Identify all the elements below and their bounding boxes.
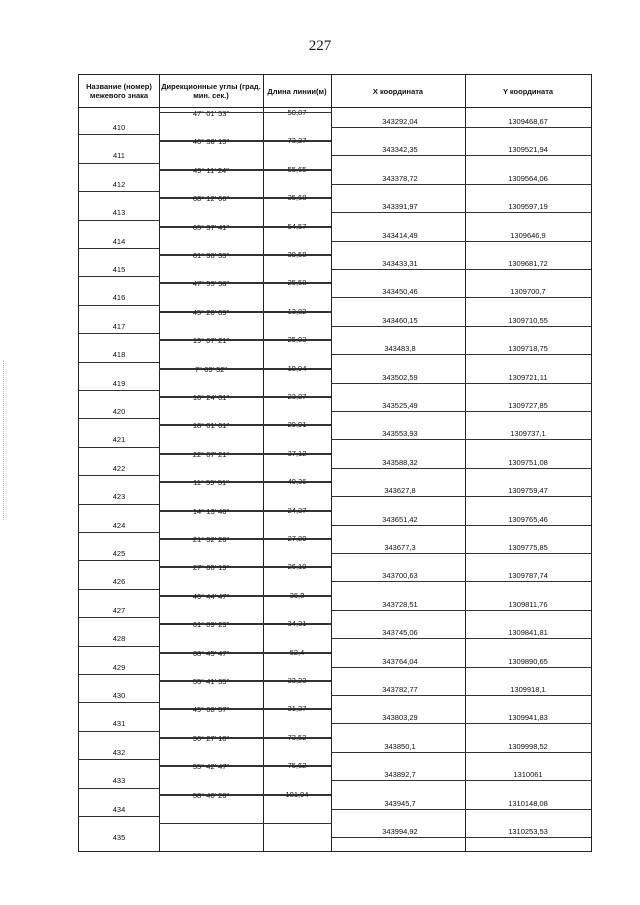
row-rule bbox=[159, 396, 331, 397]
x-coordinate: 343460,15 bbox=[382, 315, 418, 325]
direction-angle: 49° 11' 24" bbox=[193, 165, 229, 175]
line-length: 29,91 bbox=[287, 420, 307, 430]
row-rule bbox=[159, 169, 331, 170]
row-rule bbox=[331, 610, 591, 611]
direction-angle: 21° 52' 26" bbox=[192, 535, 230, 544]
row-rule bbox=[159, 112, 331, 113]
y-coordinate: 1309564,06 bbox=[508, 173, 548, 183]
row-rule bbox=[159, 453, 331, 454]
row-rule bbox=[79, 305, 159, 306]
row-rule bbox=[79, 447, 159, 448]
x-coordinate: 343502,59 bbox=[382, 372, 418, 382]
y-coordinate: 1309759,47 bbox=[508, 486, 548, 496]
row-rule bbox=[331, 383, 591, 384]
direction-angle: 45° 28' 09" bbox=[192, 307, 230, 317]
row-rule bbox=[79, 390, 159, 391]
row-rule bbox=[159, 794, 331, 795]
row-rule bbox=[331, 468, 591, 469]
y-coordinate: 1309521,94 bbox=[508, 145, 548, 155]
direction-angle: 58° 40' 26" bbox=[192, 790, 230, 800]
margin-mark bbox=[3, 360, 12, 520]
row-rule bbox=[331, 723, 591, 724]
row-rule bbox=[79, 333, 159, 334]
point-name: 410 bbox=[112, 123, 126, 132]
row-rule bbox=[331, 411, 591, 412]
table-header bbox=[79, 75, 591, 108]
row-rule bbox=[159, 510, 331, 511]
y-coordinate: 1309710,55 bbox=[508, 315, 548, 325]
x-coordinate: 343627,8 bbox=[384, 486, 416, 496]
row-rule bbox=[331, 496, 591, 497]
line-length: 34,31 bbox=[287, 619, 307, 629]
y-coordinate: 1309721,11 bbox=[508, 372, 548, 382]
row-rule bbox=[331, 752, 591, 753]
line-length: 31,37 bbox=[287, 704, 307, 714]
row-rule bbox=[331, 837, 591, 838]
direction-angle: 61° 09' 23" bbox=[192, 620, 230, 630]
point-name: 412 bbox=[112, 179, 126, 189]
point-name: 426 bbox=[112, 577, 126, 587]
row-rule bbox=[79, 418, 159, 419]
line-length: 52,4 bbox=[289, 647, 305, 657]
row-rule bbox=[331, 155, 591, 156]
point-name: 413 bbox=[112, 208, 126, 218]
line-length: 40,36 bbox=[287, 477, 307, 487]
direction-angle: 49° 08' 57" bbox=[192, 705, 230, 715]
row-rule bbox=[79, 475, 159, 476]
point-name: 419 bbox=[112, 378, 126, 388]
row-rule bbox=[159, 737, 331, 738]
row-rule bbox=[79, 560, 159, 561]
row-rule bbox=[331, 667, 591, 668]
row-rule bbox=[331, 439, 591, 440]
y-coordinate: 1310061 bbox=[513, 770, 543, 780]
row-rule bbox=[159, 311, 331, 312]
point-name: 431 bbox=[112, 719, 126, 729]
row-rule bbox=[331, 581, 591, 582]
direction-angle: 55° 41' 35" bbox=[192, 677, 230, 686]
row-rule bbox=[159, 282, 331, 283]
row-rule bbox=[331, 212, 591, 213]
row-rule bbox=[79, 617, 159, 618]
point-name: 425 bbox=[112, 549, 126, 558]
point-name: 429 bbox=[112, 662, 126, 672]
row-rule bbox=[79, 702, 159, 703]
y-coordinate: 1310253,53 bbox=[508, 827, 548, 836]
line-length: 24,37 bbox=[287, 505, 307, 515]
row-rule bbox=[331, 638, 591, 639]
x-coordinate: 343450,46 bbox=[382, 287, 418, 297]
column-divider bbox=[331, 75, 332, 851]
direction-angle: 68° 45' 47" bbox=[192, 648, 230, 658]
point-name: 423 bbox=[112, 492, 126, 502]
row-rule bbox=[79, 532, 159, 533]
row-rule bbox=[79, 163, 159, 164]
x-coordinate: 343850,1 bbox=[384, 741, 416, 751]
row-rule bbox=[159, 708, 331, 709]
row-rule bbox=[79, 191, 159, 192]
point-name: 432 bbox=[112, 747, 126, 757]
line-length: 55,65 bbox=[287, 164, 307, 174]
x-coordinate: 343803,29 bbox=[382, 713, 418, 723]
x-coordinate: 343728,51 bbox=[382, 599, 418, 609]
row-rule bbox=[159, 680, 331, 681]
row-rule bbox=[79, 674, 159, 675]
x-coordinate: 343553,93 bbox=[382, 429, 418, 439]
row-rule bbox=[331, 184, 591, 185]
header-name: Название (номер) межевого знака bbox=[86, 82, 152, 100]
direction-angle: 68° 12' 06" bbox=[192, 194, 230, 204]
row-rule bbox=[331, 326, 591, 327]
row-rule bbox=[79, 504, 159, 505]
row-rule bbox=[159, 140, 331, 141]
line-length: 33,23 bbox=[287, 676, 307, 685]
row-rule bbox=[79, 788, 159, 789]
direction-angle: 7° 09' 32" bbox=[194, 364, 228, 374]
row-rule bbox=[79, 248, 159, 249]
row-rule bbox=[331, 297, 591, 298]
row-rule bbox=[159, 254, 331, 255]
row-rule bbox=[331, 809, 591, 810]
row-rule bbox=[159, 424, 331, 425]
point-name: 422 bbox=[112, 463, 126, 473]
direction-angle: 27° 00' 19" bbox=[192, 563, 230, 573]
row-rule bbox=[79, 731, 159, 732]
y-coordinate: 1309751,08 bbox=[508, 457, 548, 467]
direction-angle: 18° 01' 01" bbox=[192, 421, 230, 431]
x-coordinate: 343994,92 bbox=[382, 827, 418, 836]
x-coordinate: 343292,04 bbox=[382, 117, 418, 126]
x-coordinate: 343342,35 bbox=[382, 145, 418, 155]
y-coordinate: 1309841,81 bbox=[508, 628, 548, 638]
point-name: 420 bbox=[112, 407, 126, 416]
y-coordinate: 1309998,52 bbox=[508, 741, 548, 751]
row-rule bbox=[331, 553, 591, 554]
y-coordinate: 1309941,83 bbox=[508, 713, 548, 723]
direction-angle: 55° 42' 47" bbox=[192, 762, 230, 772]
point-name: 433 bbox=[112, 776, 126, 786]
row-rule bbox=[159, 197, 331, 198]
header-x: Х координата bbox=[372, 86, 424, 96]
line-length: 36,8 bbox=[289, 590, 305, 600]
row-rule bbox=[159, 538, 331, 539]
y-coordinate: 1309700,7 bbox=[510, 287, 546, 297]
y-coordinate: 1309787,74 bbox=[508, 571, 548, 581]
line-length: 50,87 bbox=[287, 108, 307, 117]
y-coordinate: 1309890,65 bbox=[508, 656, 548, 666]
y-coordinate: 1309765,46 bbox=[508, 514, 548, 524]
line-length: 35,68 bbox=[287, 193, 307, 203]
direction-angle: 50° 27' 10" bbox=[192, 733, 230, 743]
point-name: 421 bbox=[112, 435, 126, 445]
direction-angle: 47° 53' 58" bbox=[192, 279, 230, 289]
y-coordinate: 1309681,72 bbox=[508, 259, 548, 268]
point-name: 418 bbox=[112, 350, 126, 360]
row-rule bbox=[79, 816, 159, 817]
x-coordinate: 343483,8 bbox=[384, 344, 416, 354]
y-coordinate: 1309597,19 bbox=[508, 202, 548, 212]
direction-angle: 61° 36' 33" bbox=[192, 251, 230, 260]
y-coordinate: 1309646,9 bbox=[510, 230, 546, 240]
direction-angle: 14° 13' 46" bbox=[192, 506, 230, 516]
x-coordinate: 343892,7 bbox=[384, 770, 416, 780]
point-name: 417 bbox=[112, 321, 126, 331]
row-rule bbox=[79, 220, 159, 221]
x-coordinate: 343745,06 bbox=[382, 628, 418, 638]
row-rule bbox=[159, 623, 331, 624]
point-name: 424 bbox=[112, 520, 126, 530]
x-coordinate: 343945,7 bbox=[384, 798, 416, 808]
row-rule bbox=[79, 134, 159, 135]
x-coordinate: 343433,31 bbox=[382, 259, 418, 268]
point-name: 430 bbox=[112, 691, 126, 700]
point-name: 415 bbox=[112, 265, 126, 274]
direction-angle: 47° 01' 53" bbox=[192, 109, 230, 118]
y-coordinate: 1309718,75 bbox=[508, 344, 548, 354]
line-length: 26,19 bbox=[287, 562, 307, 572]
direction-angle: 40° 44' 47" bbox=[192, 591, 230, 601]
x-coordinate: 343651,42 bbox=[382, 514, 418, 524]
row-rule bbox=[79, 276, 159, 277]
direction-angle: 16° 24' 01" bbox=[192, 393, 230, 402]
line-length: 75,62 bbox=[287, 761, 307, 771]
row-rule bbox=[331, 269, 591, 270]
point-name: 427 bbox=[112, 605, 126, 615]
line-length: 37,12 bbox=[287, 448, 307, 458]
y-coordinate: 1309918,1 bbox=[510, 685, 546, 694]
point-name: 428 bbox=[112, 634, 126, 644]
row-rule bbox=[331, 127, 591, 128]
row-rule bbox=[331, 695, 591, 696]
page-number: 227 bbox=[308, 38, 332, 54]
row-rule bbox=[159, 368, 331, 369]
line-length: 23,87 bbox=[287, 392, 307, 401]
row-rule bbox=[79, 362, 159, 363]
row-rule bbox=[159, 652, 331, 653]
y-coordinate: 1309811,76 bbox=[508, 599, 548, 609]
row-rule bbox=[79, 589, 159, 590]
row-rule bbox=[159, 823, 331, 824]
x-coordinate: 343414,49 bbox=[382, 230, 418, 240]
direction-angle: 65° 37' 41" bbox=[192, 222, 230, 232]
header-length: Длина линии(м) bbox=[267, 86, 327, 96]
x-coordinate: 343525,49 bbox=[382, 401, 418, 410]
row-rule bbox=[331, 780, 591, 781]
row-rule bbox=[159, 481, 331, 482]
direction-angle: 46° 38' 13" bbox=[192, 137, 230, 147]
line-length: 27,89 bbox=[287, 534, 307, 543]
row-rule bbox=[331, 241, 591, 242]
line-length: 54,57 bbox=[287, 221, 307, 231]
x-coordinate: 343677,3 bbox=[384, 543, 416, 552]
header-angle: Дирекционные углы (град. мин. сек.) bbox=[161, 82, 261, 100]
line-length: 25,58 bbox=[287, 278, 307, 288]
x-coordinate: 343764,04 bbox=[382, 656, 418, 666]
row-rule bbox=[159, 566, 331, 567]
y-coordinate: 1309775,85 bbox=[508, 543, 548, 552]
y-coordinate: 1310148,08 bbox=[508, 798, 548, 808]
row-rule bbox=[79, 646, 159, 647]
y-coordinate: 1309727,85 bbox=[508, 401, 548, 410]
point-name: 411 bbox=[113, 151, 125, 161]
x-coordinate: 343782,77 bbox=[382, 685, 418, 694]
row-rule bbox=[159, 226, 331, 227]
line-length: 73,52 bbox=[287, 732, 307, 742]
x-coordinate: 343378,72 bbox=[382, 173, 418, 183]
line-length: 101,94 bbox=[285, 789, 309, 799]
header-y: Y координата bbox=[502, 86, 554, 96]
y-coordinate: 1309468,67 bbox=[508, 117, 548, 126]
row-rule bbox=[159, 595, 331, 596]
x-coordinate: 343391,97 bbox=[382, 202, 418, 212]
direction-angle: 22° 07' 21" bbox=[192, 449, 230, 459]
point-name: 434 bbox=[112, 804, 126, 814]
row-rule bbox=[331, 354, 591, 355]
line-length: 25,03 bbox=[287, 335, 307, 345]
row-rule bbox=[79, 759, 159, 760]
line-length: 73,27 bbox=[287, 136, 307, 146]
x-coordinate: 343700,63 bbox=[382, 571, 418, 581]
line-length: 18,94 bbox=[287, 363, 307, 373]
row-rule bbox=[159, 765, 331, 766]
y-coordinate: 1309737,1 bbox=[510, 429, 546, 439]
line-length: 39,58 bbox=[287, 250, 307, 259]
row-rule bbox=[331, 525, 591, 526]
direction-angle: 19° 07' 21" bbox=[192, 336, 230, 346]
point-name: 435 bbox=[112, 833, 126, 842]
boundary-coordinates-table bbox=[78, 74, 592, 852]
row-rule bbox=[159, 339, 331, 340]
x-coordinate: 343588,32 bbox=[382, 457, 418, 467]
line-length: 13,82 bbox=[287, 306, 307, 316]
point-name: 416 bbox=[112, 293, 126, 303]
point-name: 414 bbox=[112, 236, 126, 246]
direction-angle: 11° 59' 51" bbox=[193, 478, 229, 488]
